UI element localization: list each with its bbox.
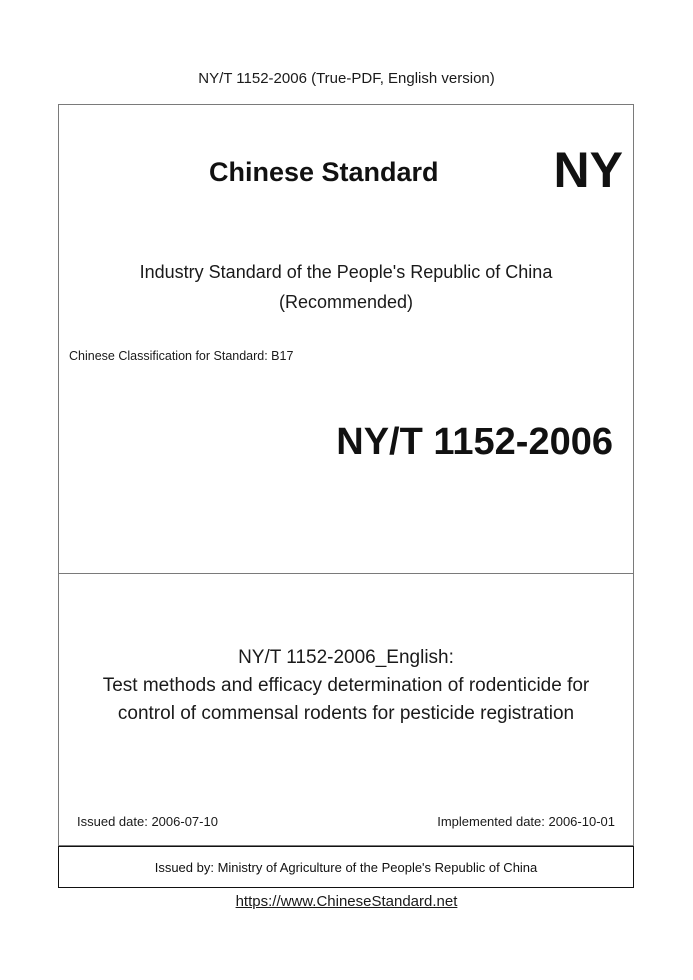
cover-bottom-panel: [58, 574, 634, 846]
cover-top-panel: [58, 104, 634, 574]
classification-text: Chinese Classification for Standard: B17: [69, 349, 294, 363]
document-title-line-3: control of commensal rodents for pesticide registration: [117, 703, 575, 724]
standard-number: NY/T 1152-2006: [336, 421, 613, 463]
document-title-line-2: Test methods and efficacy determination of rodenticide for: [102, 675, 590, 696]
industry-line-1: Industry Standard of the People's Republic of China: [139, 262, 553, 282]
issuer-text: Issued by: Ministry of Agriculture of the People's Republic of China: [154, 859, 538, 875]
header-caption: NY/T 1152-2006 (True-PDF, English version): [198, 70, 495, 87]
industry-line-2: (Recommended): [278, 292, 414, 312]
implemented-date: Implemented date: 2006-10-01: [437, 814, 615, 829]
document-title-block: [59, 644, 633, 728]
issued-date: Issued date: 2006-07-10: [77, 814, 218, 829]
document-title-line-1: NY/T 1152-2006_English:: [238, 647, 454, 668]
industry-statement: [59, 257, 633, 317]
cover-title: Chinese Standard: [209, 157, 439, 187]
website-link[interactable]: https://www.ChineseStandard.net: [235, 893, 458, 910]
standard-code: NY: [553, 142, 623, 198]
issuer-box: [58, 846, 634, 888]
